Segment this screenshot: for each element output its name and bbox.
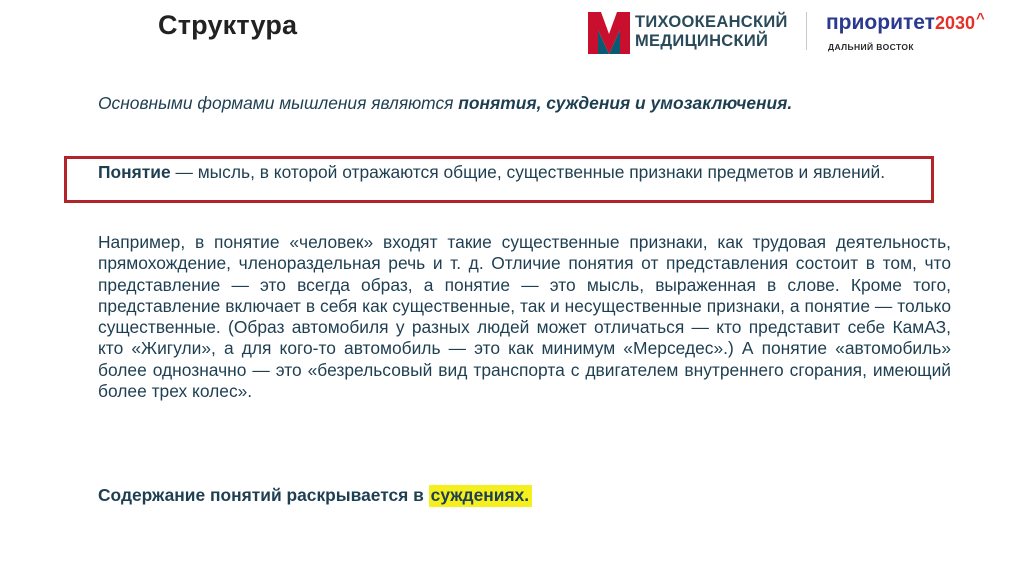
intro-bold: понятия, суждения и умозаключения. (458, 93, 793, 113)
example-paragraph: Например, в понятие «человек» входят такие существенные признаки, как трудовая деятельность, прямохождение, членораздельная речь и т. д. Отличие понятия от представления состоит в том, что представление — это всегда образ, а понятие — это мысль, выраженная в слове. Кроме того, представление включает в себя как существенные, так и несущественные признаки, а понятие — только существенные. (Образ автомобиля у разных людей может отличаться — кто представит себе КамАЗ, кто «Жигули», а для кого-то автомобиль — это как минимум «Мерседес».) А понятие «автомобиль» более однозначно — это «безрельсовый вид транспорта с двигателем внутреннего сгорания, имеющий более трех колес». (98, 232, 951, 402)
definition-body: — мысль, в которой отражаются общие, существенные признаки предметов и явлений. (170, 162, 886, 182)
university-emblem-icon (588, 12, 630, 54)
university-name-line2: МЕДИЦИНСКИЙ (635, 32, 769, 50)
university-logo (588, 12, 788, 54)
university-name (635, 13, 788, 51)
conclusion-highlight: суждениях. (429, 485, 532, 507)
definition-text (98, 162, 928, 183)
intro-prefix: Основными формами мышления являются (98, 93, 459, 113)
program-region: ДАЛЬНИЙ ВОСТОК (828, 42, 914, 52)
slide-title: Структура (158, 10, 298, 40)
program-name: приоритет (826, 11, 935, 34)
logo-divider (806, 12, 807, 50)
intro-text (98, 93, 951, 114)
program-year: 2030 (934, 13, 976, 33)
intro-block (98, 93, 951, 114)
program-caret-icon: ^ (976, 10, 985, 27)
definition-term: Понятие (98, 162, 171, 182)
university-name-line1: ТИХООКЕАНСКИЙ (635, 13, 788, 31)
program-logo (826, 10, 985, 35)
conclusion-prefix: Содержание понятий раскрывается в (98, 485, 429, 505)
conclusion-text (98, 485, 532, 506)
